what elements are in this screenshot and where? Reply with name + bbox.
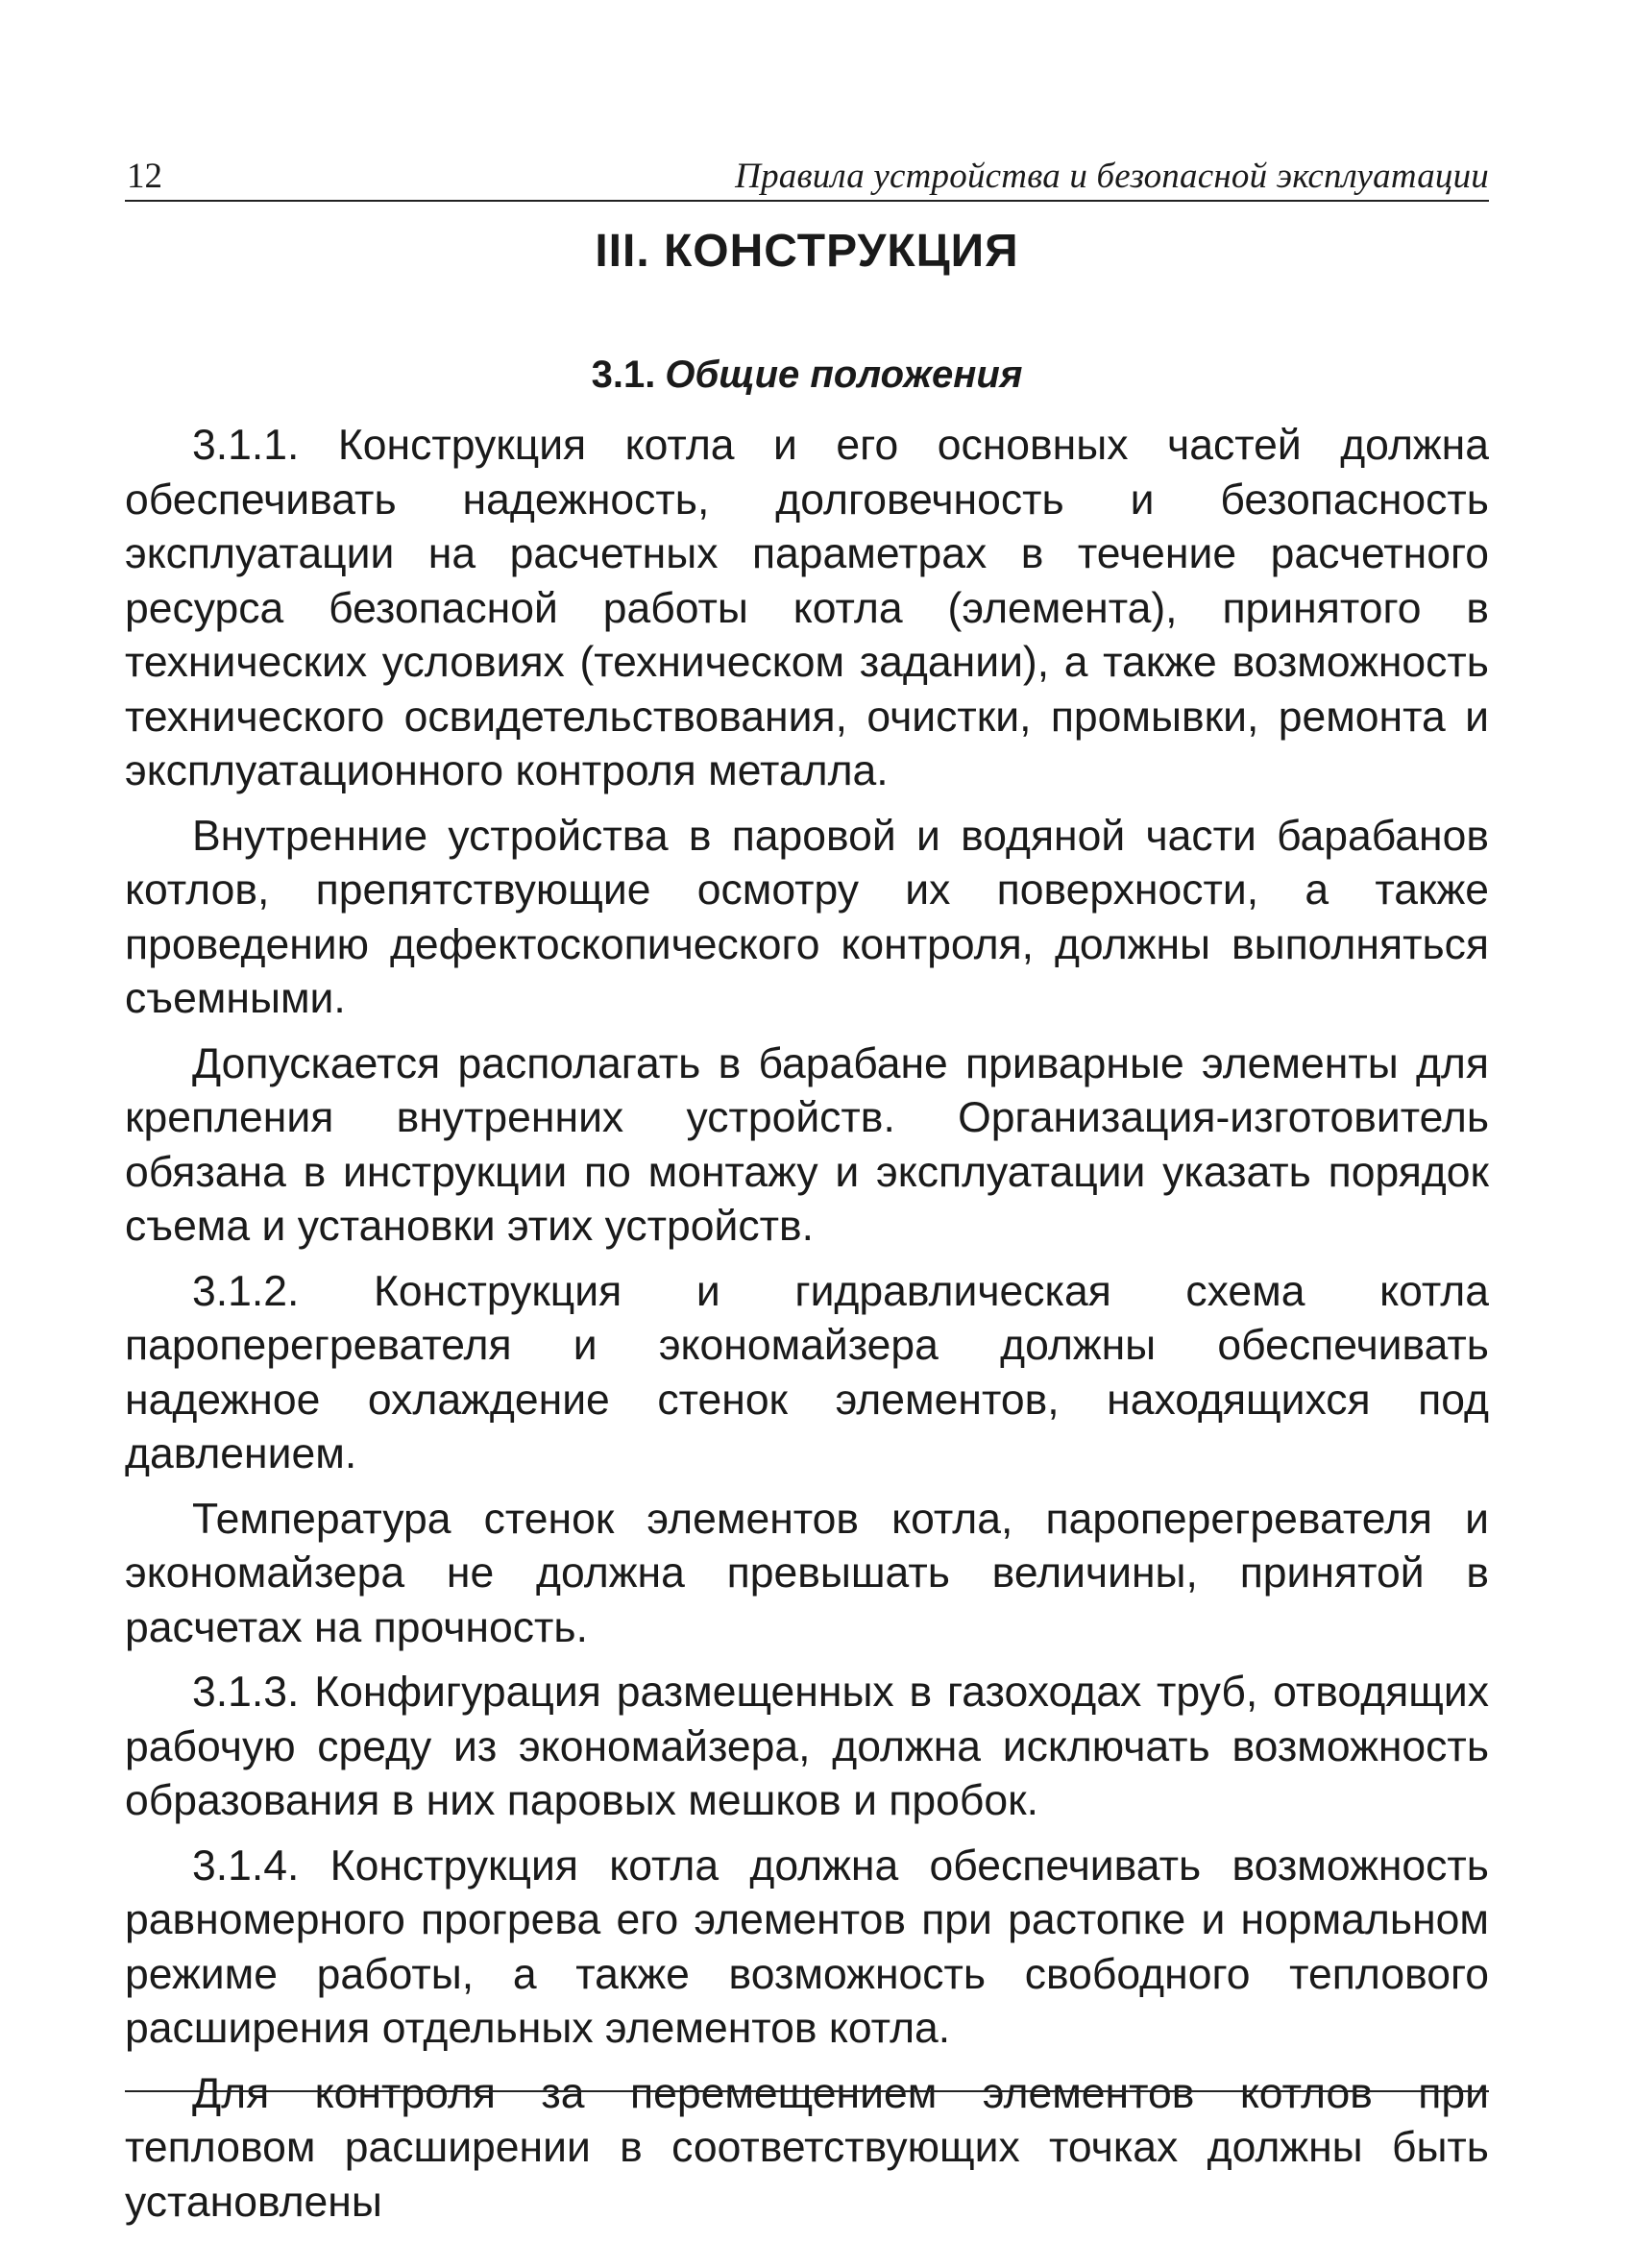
paragraph-3-1-2: 3.1.2. Конструкция и гидравлическая схема котла пароперегревателя и экономайзера должны обеспечивать надежное охлаждение стенок элементов, находящихся под давлением. [125, 1267, 1489, 1477]
section-title [125, 350, 1489, 400]
document-page [125, 144, 1489, 2240]
body-text [125, 419, 1489, 2230]
page-number: 12 [127, 157, 162, 196]
chapter-title: III. КОНСТРУКЦИЯ [595, 226, 1019, 277]
section-number: 3.1. [591, 354, 656, 396]
paragraph-3-1-3: 3.1.3. Конфигурация размещенных в газоходах труб, отводящих рабочую среду из экономайзера, должна исключать возможность образования в них паровых мешков и пробок. [125, 1669, 1489, 1824]
paragraph-wall-temperature: Температура стенок элементов котла, пароперегревателя и экономайзера не должна превышать величины, принятой в расчетах на прочность. [125, 1495, 1489, 1651]
paragraph-3-1-4: 3.1.4. Конструкция котла должна обеспечивать возможность равномерного прогрева его элементов при растопке и нормальном режиме работы, а также возможность свободного теплового расширения отдельных элементов котла. [125, 1841, 1489, 2052]
running-header [125, 144, 1489, 202]
paragraph-drum-internals: Внутренние устройства в паровой и водяной части барабанов котлов, препятствующие осмотру их поверхности, а также проведению дефектоскопического контроля, должны выполняться съемными. [125, 812, 1489, 1022]
section-name: Общие положения [665, 354, 1023, 396]
paragraph-3-1-1: 3.1.1. Конструкция котла и его основных частей должна обеспечивать надежность, долговечность и безопасность эксплуатации на расчетных параметрах в течение расчетного ресурса безопасной работы котла (элемента), принятого в технических условиях (техническом задании), а также возможность технического освидетельствования, очистки, промывки, ремонта и эксплуатационного контроля металла. [125, 422, 1489, 794]
paragraph-welded-elements: Допускается располагать в барабане приварные элементы для крепления внутренних устройств. Организация-изготовитель обязана в инструкции по монтажу и эксплуатации указать порядок съема и установки этих устройств. [125, 1039, 1489, 1250]
running-title: Правила устройства и безопасной эксплуатации [735, 157, 1489, 196]
bottom-rule [125, 2090, 1489, 2092]
paragraph-thermal-expansion: Для контроля за перемещением элементов котлов при тепловом расширении в соответствующих точках должны быть установлены [125, 2069, 1489, 2226]
